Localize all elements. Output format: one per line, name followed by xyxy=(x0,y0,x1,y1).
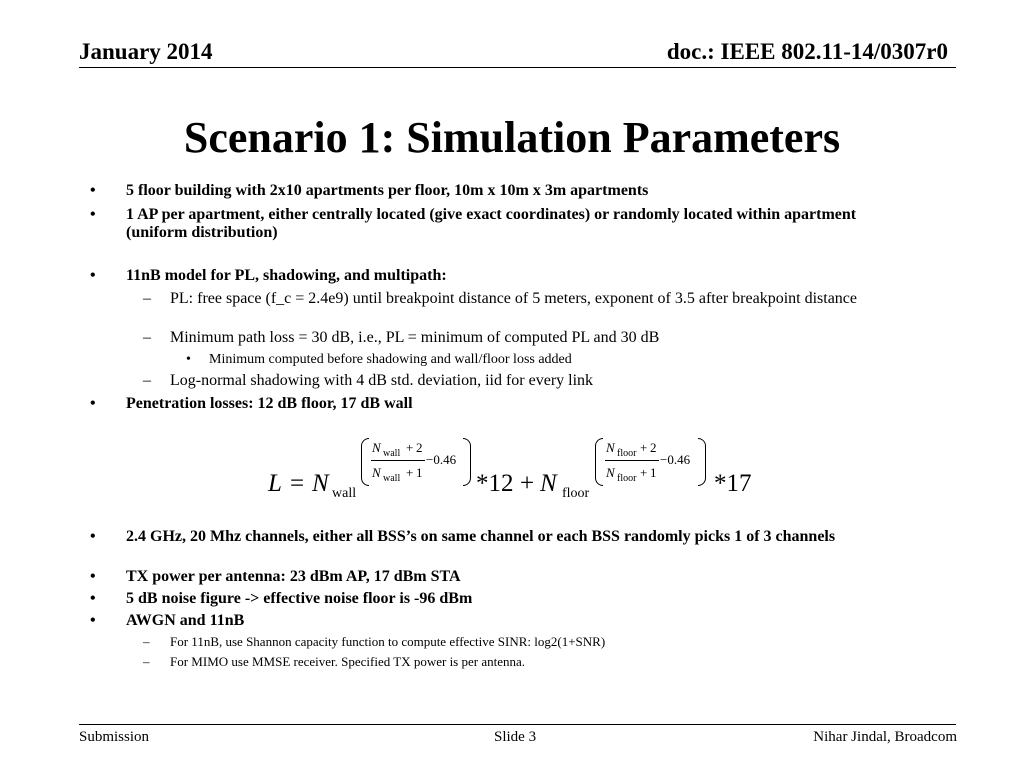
bullet-marker: • xyxy=(90,267,96,284)
bullet-marker: • xyxy=(90,528,96,545)
bullet-marker: • xyxy=(90,590,96,607)
sub-bullet-min-pl xyxy=(143,329,910,347)
eq-wall-left-paren xyxy=(361,438,369,486)
bullet-text: 2.4 GHz, 20 Mhz channels, either all BSS’s on same channel or each BSS randomly picks 1 of 3 channels xyxy=(126,528,836,545)
sub-bullet-pl xyxy=(143,290,910,308)
sub-bullet-text: For MIMO use MMSE receiver. Specified TX power is per antenna. xyxy=(170,654,526,669)
sub-sub-bullet-min-computed xyxy=(186,351,909,369)
eq-floor-num-two: 2 xyxy=(650,440,657,455)
bullet-marker: • xyxy=(90,612,96,629)
eq-wall-subscript: wall xyxy=(332,486,357,501)
eq-floor-fraction-bar xyxy=(605,460,659,461)
eq-wall-den-sub: wall xyxy=(383,473,401,484)
bullet-text: 5 dB noise figure -> effective noise floor is -96 dBm xyxy=(126,590,473,607)
eq-wall-den-plus: + xyxy=(406,465,414,480)
sub-bullet-shannon xyxy=(143,633,910,651)
eq-wall-num-sub: wall xyxy=(383,448,401,459)
bullet-text: TX power per antenna: 23 dBm AP, 17 dBm STA xyxy=(126,568,461,585)
dash-marker: – xyxy=(143,290,151,307)
bullet-marker: • xyxy=(90,395,96,412)
eq-wall-num-two: 2 xyxy=(416,440,423,455)
header-rule xyxy=(79,67,956,68)
sub-bullet-text: PL: free space (f_c = 2.4e9) until breakpoint distance of 5 meters, exponent of 3.5 after breakpoint distance xyxy=(170,290,857,307)
eq-floor-offset: −0.46 xyxy=(660,452,691,467)
eq-wall-den-n: N xyxy=(372,465,381,480)
eq-floor-den-n: N xyxy=(606,465,615,480)
eq-wall-right-paren xyxy=(463,438,471,486)
dash-marker: – xyxy=(143,372,151,389)
eq-floor-den-sub: floor xyxy=(617,473,637,484)
eq-wall-fraction-bar xyxy=(371,460,425,461)
eq-n-floor: N xyxy=(540,470,557,497)
eq-wall-den-one: 1 xyxy=(416,465,423,480)
bullet-marker: • xyxy=(90,182,96,199)
footer-rule xyxy=(79,724,956,725)
bullet-ap-placement xyxy=(90,206,906,242)
small-bullet-marker: • xyxy=(186,352,191,367)
bullet-marker: • xyxy=(90,568,96,585)
eq-floor-factor: *17 xyxy=(714,470,752,497)
sub-bullet-text: For 11nB, use Shannon capacity function to compute effective SINR: log2(1+SNR) xyxy=(170,634,606,649)
slide-title: Scenario 1: Simulation Parameters xyxy=(183,113,841,162)
eq-floor-den-one: 1 xyxy=(650,465,657,480)
sub-bullet-text: Minimum path loss = 30 dB, i.e., PL = minimum of computed PL and 30 dB xyxy=(170,329,660,346)
dash-marker: – xyxy=(143,654,150,669)
bullet-text: 1 AP per apartment, either centrally located (give exact coordinates) or randomly located within apartment (uniform distribution) xyxy=(126,206,857,241)
bullet-building xyxy=(90,182,906,200)
eq-floor-subscript: floor xyxy=(562,486,590,501)
sub-sub-bullet-text: Minimum computed before shadowing and wall/floor loss added xyxy=(209,352,572,367)
bullet-penetration xyxy=(90,395,906,413)
bullet-text: Penetration losses: 12 dB floor, 17 dB wall xyxy=(126,395,413,412)
eq-floor-num-n: N xyxy=(606,440,615,455)
eq-equals: = xyxy=(290,470,305,497)
eq-floor-num-sub: floor xyxy=(617,448,637,459)
eq-lhs: L xyxy=(268,470,282,497)
bullet-tx-power xyxy=(90,568,906,586)
eq-floor-left-paren xyxy=(595,438,603,486)
eq-wall-offset: −0.46 xyxy=(426,452,457,467)
sub-bullet-mimo xyxy=(143,653,910,671)
eq-floor-right-paren xyxy=(698,438,706,486)
eq-wall-num-plus: + xyxy=(406,440,414,455)
path-loss-equation xyxy=(268,436,768,506)
bullet-text: 11nB model for PL, shadowing, and multipath: xyxy=(126,267,447,284)
eq-floor-den-plus: + xyxy=(640,465,648,480)
eq-floor-num-plus: + xyxy=(640,440,648,455)
bullet-text: AWGN and 11nB xyxy=(126,612,245,629)
bullet-11nb-model xyxy=(90,267,906,285)
eq-wall-num-n: N xyxy=(372,440,381,455)
bullet-marker: • xyxy=(90,206,96,223)
footer-author: Nihar Jindal, Broadcom xyxy=(813,729,957,745)
eq-plus: + xyxy=(520,470,535,497)
sub-bullet-shadowing xyxy=(143,372,910,390)
header-date: January 2014 xyxy=(79,39,213,64)
bullet-text: 5 floor building with 2x10 apartments per floor, 10m x 10m x 3m apartments xyxy=(126,182,649,199)
sub-bullet-text: Log-normal shadowing with 4 dB std. deviation, iid for every link xyxy=(170,372,594,389)
header-doc-id: doc.: IEEE 802.11-14/0307r0 xyxy=(666,39,948,64)
eq-wall-factor: *12 xyxy=(476,470,514,497)
bullet-noise-figure xyxy=(90,590,906,608)
dash-marker: – xyxy=(143,634,150,649)
footer-slide-number: Slide 3 xyxy=(494,729,537,745)
dash-marker: – xyxy=(143,329,151,346)
footer-submission: Submission xyxy=(79,729,150,745)
bullet-channels xyxy=(90,528,906,546)
eq-n-wall: N xyxy=(312,470,329,497)
bullet-awgn xyxy=(90,612,906,630)
